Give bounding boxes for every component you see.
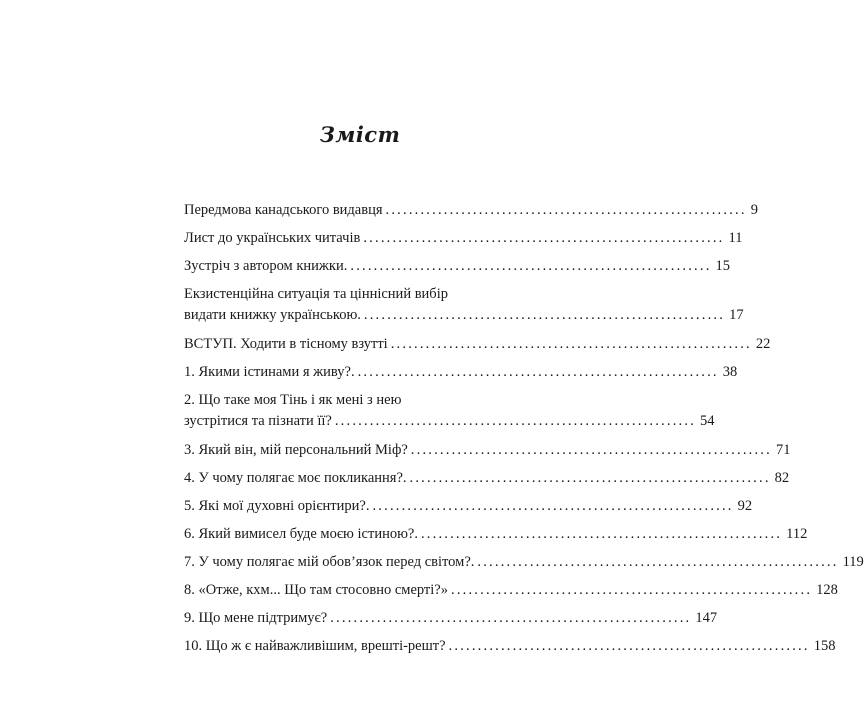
toc-page-number: 11 bbox=[728, 230, 743, 246]
toc-page-number: 71 bbox=[775, 442, 791, 458]
toc-entry-title: Передмова канадського видавця bbox=[184, 202, 383, 218]
toc-page-number: 158 bbox=[813, 638, 836, 654]
toc-entry-title: 5. Які мої духовні орієнтири?. bbox=[184, 498, 370, 514]
toc-entry-line bbox=[184, 256, 731, 277]
toc-entry-title: 8. «Отже, кхм... Що там стосовно смерті?» bbox=[184, 582, 448, 598]
toc-page-number: 82 bbox=[774, 470, 790, 486]
toc-entry-line bbox=[184, 608, 718, 629]
toc-entry-title: 4. У чому полягає моє покликання?. bbox=[184, 470, 407, 486]
dot-leader: .............................................................. bbox=[363, 307, 726, 323]
toc-entry bbox=[184, 284, 744, 334]
toc-entry-title-line2: видати книжку українською. bbox=[184, 307, 361, 323]
toc-entry bbox=[184, 636, 836, 664]
toc-page-number: 147 bbox=[695, 610, 718, 626]
toc-entry bbox=[184, 228, 743, 256]
toc-entry-line bbox=[184, 552, 864, 573]
toc-entry-line bbox=[184, 200, 758, 221]
dot-leader: .............................................................. bbox=[477, 554, 839, 570]
toc-entry-title: 10. Що ж є найважливішим, врешті-решт? bbox=[184, 638, 446, 654]
dot-leader: .............................................................. bbox=[451, 582, 813, 598]
dot-leader: .............................................................. bbox=[385, 202, 747, 218]
toc-page-number: 15 bbox=[715, 258, 731, 274]
toc-entry-line bbox=[184, 524, 808, 545]
toc-entry-line bbox=[184, 305, 744, 326]
toc-entry bbox=[184, 390, 715, 440]
toc-entry bbox=[184, 362, 738, 390]
dot-leader: .............................................................. bbox=[363, 230, 725, 246]
dot-leader: .............................................................. bbox=[334, 413, 697, 429]
toc-entry bbox=[184, 256, 731, 284]
dot-leader: .............................................................. bbox=[448, 638, 810, 654]
toc-entry-title-line1: 2. Що таке моя Тінь і як мені з нею bbox=[184, 392, 402, 408]
dot-leader: .............................................................. bbox=[357, 364, 719, 380]
toc-page-number: 112 bbox=[786, 526, 808, 542]
toc-page-number: 22 bbox=[755, 336, 771, 352]
toc-entry-title: Зустріч з автором книжки. bbox=[184, 258, 348, 274]
toc-entry bbox=[184, 200, 758, 228]
dot-leader: .............................................................. bbox=[410, 442, 772, 458]
toc-entry-line bbox=[184, 334, 771, 355]
dot-leader: .............................................................. bbox=[420, 526, 783, 542]
toc-entry-title: 3. Який він, мій персональний Міф? bbox=[184, 442, 408, 458]
toc-page-number: 92 bbox=[737, 498, 753, 514]
toc-entry-title-line1: Екзистенційна ситуація та ціннісний вибір bbox=[184, 286, 448, 302]
toc-entry-title: 1. Якими істинами я живу?. bbox=[184, 364, 355, 380]
dot-leader: .............................................................. bbox=[409, 470, 771, 486]
toc-entry bbox=[184, 552, 864, 580]
toc-entry bbox=[184, 580, 838, 608]
table-of-contents bbox=[184, 200, 864, 664]
toc-entry bbox=[184, 524, 808, 552]
toc-entry bbox=[184, 468, 790, 496]
toc-page-number: 17 bbox=[729, 307, 744, 323]
toc-entry-line bbox=[184, 440, 791, 461]
toc-entry-title: 6. Який вимисел буде моєю істиною?. bbox=[184, 526, 418, 542]
toc-entry-title: 7. У чому полягає мій обов’язок перед світом?. bbox=[184, 554, 475, 570]
dot-leader: .............................................................. bbox=[350, 258, 712, 274]
toc-entry-title: ВСТУП. Ходити в тісному взутті bbox=[184, 336, 388, 352]
toc-entry bbox=[184, 608, 718, 636]
toc-entry-line bbox=[184, 362, 738, 383]
toc-page-number: 9 bbox=[750, 202, 758, 218]
toc-page-number: 128 bbox=[816, 582, 838, 598]
toc-entry-line bbox=[184, 228, 743, 249]
toc-entry bbox=[184, 440, 791, 468]
dot-leader: .............................................................. bbox=[390, 336, 752, 352]
toc-entry-line bbox=[184, 636, 836, 657]
toc-page-number: 38 bbox=[722, 364, 738, 380]
dot-leader: .............................................................. bbox=[372, 498, 734, 514]
dot-leader: .............................................................. bbox=[330, 610, 692, 626]
toc-entry-line bbox=[184, 580, 838, 601]
toc-entry bbox=[184, 334, 771, 362]
toc-page-number: 119 bbox=[842, 554, 864, 570]
toc-entry-line bbox=[184, 468, 790, 489]
toc-entry-line bbox=[184, 411, 715, 432]
toc-page-number: 54 bbox=[700, 413, 715, 429]
toc-entry-line bbox=[184, 496, 753, 517]
toc-entry-title: Лист до українських читачів bbox=[184, 230, 361, 246]
page-title: Зміст bbox=[319, 122, 401, 147]
toc-entry bbox=[184, 496, 753, 524]
toc-entry-title: 9. Що мене підтримує? bbox=[184, 610, 328, 626]
toc-entry-title-line2: зустрітися та пізнати її? bbox=[184, 413, 332, 429]
